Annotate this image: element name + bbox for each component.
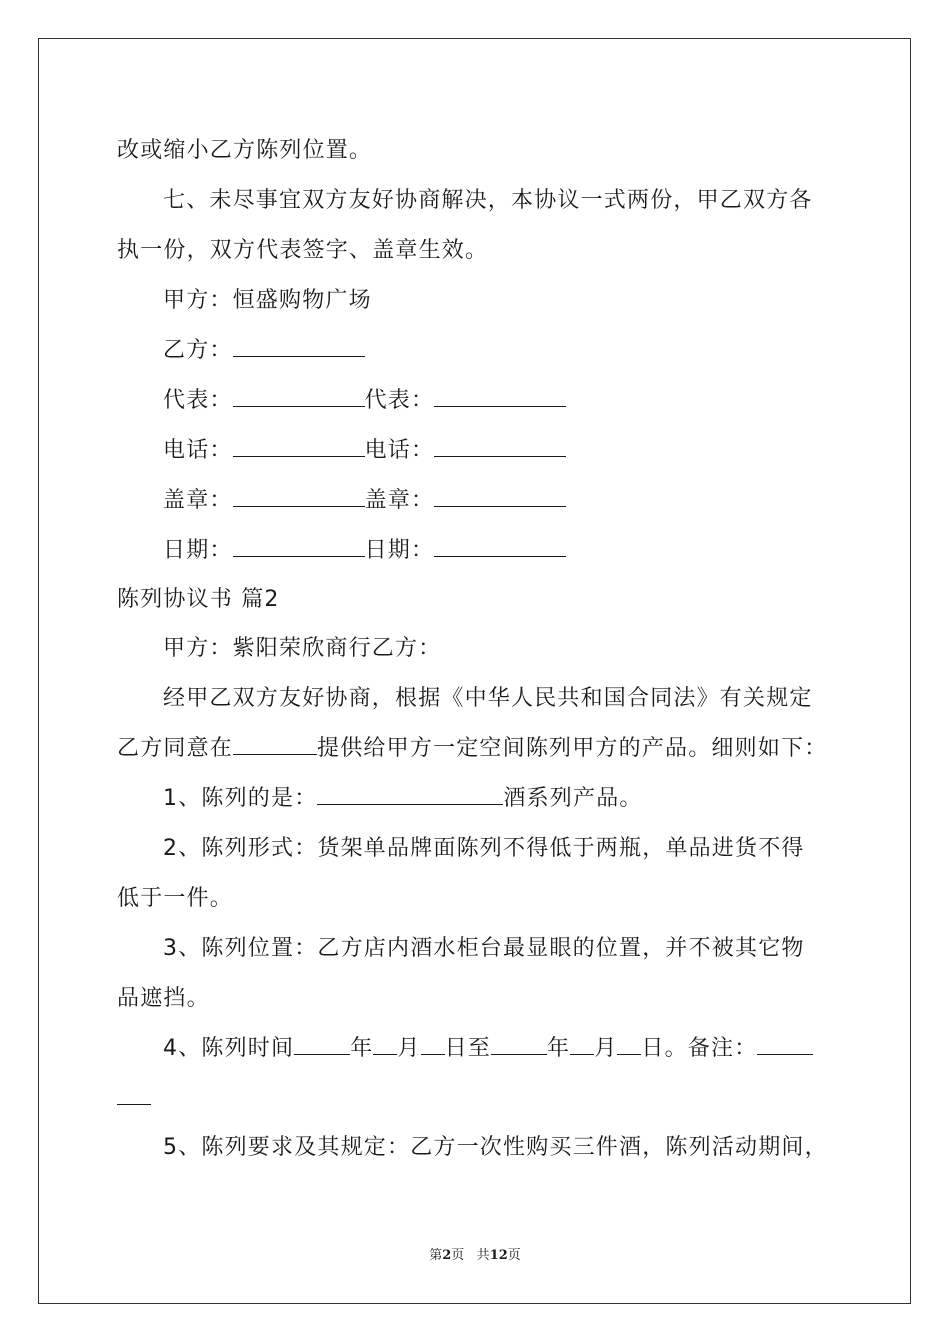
page-suffix: 页 — [451, 1248, 465, 1263]
party-a-b-line: 甲方：紫阳荣欣商行乙方： — [163, 636, 442, 661]
start-month-blank — [373, 1034, 397, 1055]
representative-blank-a — [233, 386, 365, 407]
seal-row — [163, 486, 566, 516]
preamble-line-1: 经甲乙双方友好协商，根据《中华人民共和国合同法》有关规定 — [163, 686, 813, 711]
product-blank — [317, 784, 503, 805]
date-row — [163, 536, 566, 566]
phone-label-b: 电话： — [364, 438, 435, 463]
end-month-blank — [570, 1034, 594, 1055]
end-day-blank — [617, 1034, 641, 1055]
clause-1-text-b: 酒系列产品。 — [503, 786, 643, 811]
page-footer — [0, 1247, 950, 1265]
phone-blank-b — [434, 436, 566, 457]
clause-1-text-a: 1、陈列的是： — [163, 786, 318, 811]
seal-blank-b — [434, 486, 566, 507]
clause-4 — [163, 1034, 813, 1064]
party-b-field — [163, 336, 365, 366]
preamble-text-b: 提供给甲方一定空间陈列甲方的产品。细则如下： — [317, 736, 828, 761]
remarks-label: 日。备注： — [641, 1036, 758, 1061]
end-year-blank — [491, 1034, 547, 1055]
clause-3-line-1: 3、陈列位置：乙方店内酒水柜台最显眼的位置，并不被其它物 — [163, 936, 805, 961]
remarks-blank — [757, 1034, 813, 1055]
seal-label-a: 盖章： — [163, 488, 233, 513]
month-label-1: 月 — [397, 1036, 421, 1061]
start-day-blank — [421, 1034, 445, 1055]
preamble-text-a: 乙方同意在 — [117, 736, 234, 761]
article-7-line-2: 执一份，双方代表签字、盖章生效。 — [117, 238, 489, 263]
representative-blank-b — [434, 386, 566, 407]
seal-label-b: 盖章： — [364, 488, 435, 513]
year-label-2: 年 — [547, 1036, 571, 1061]
paragraph-line: 改或缩小乙方陈列位置。 — [117, 138, 373, 163]
page-number: 2 — [442, 1248, 452, 1263]
total-pages: 12 — [489, 1248, 508, 1263]
representative-row — [163, 386, 566, 416]
party-b-label: 乙方： — [163, 338, 233, 363]
clause-4-text: 4、陈列时间 — [163, 1036, 295, 1061]
clause-3-line-2: 品遮挡。 — [117, 986, 210, 1011]
phone-blank-a — [233, 436, 365, 457]
clause-2-line-2: 低于一件。 — [117, 886, 234, 911]
day-to-label: 日至 — [444, 1036, 492, 1061]
section-heading: 陈列协议书 篇2 — [117, 587, 280, 612]
representative-label-a: 代表： — [163, 388, 233, 413]
party-b-blank — [233, 336, 365, 357]
preamble-line-2 — [117, 734, 827, 764]
article-7-line-1: 七、未尽事宜双方友好协商解决，本协议一式两份，甲乙双方各 — [163, 188, 813, 213]
date-label-a: 日期： — [163, 538, 233, 563]
party-a-name: 甲方：恒盛购物广场 — [163, 288, 372, 313]
date-blank-a — [233, 536, 365, 557]
remarks-blank-continued — [117, 1084, 151, 1105]
clause-2-line-1: 2、陈列形式：货架单品牌面陈列不得低于两瓶，单品进货不得 — [163, 836, 805, 861]
total-prefix: 共 — [476, 1248, 490, 1263]
clause-1 — [163, 784, 643, 814]
year-label-1: 年 — [350, 1036, 374, 1061]
page-border — [38, 38, 911, 1304]
phone-row — [163, 436, 566, 466]
clause-5-line-1: 5、陈列要求及其规定：乙方一次性购买三件酒，陈列活动期间， — [163, 1135, 828, 1160]
month-label-2: 月 — [594, 1036, 618, 1061]
phone-label-a: 电话： — [163, 438, 233, 463]
representative-label-b: 代表： — [364, 388, 435, 413]
page-prefix: 第 — [429, 1248, 443, 1263]
date-blank-b — [434, 536, 566, 557]
seal-blank-a — [233, 486, 365, 507]
date-label-b: 日期： — [364, 538, 435, 563]
location-blank — [233, 734, 317, 755]
remarks-continuation — [117, 1084, 151, 1114]
start-year-blank — [294, 1034, 350, 1055]
total-suffix: 页 — [507, 1248, 521, 1263]
